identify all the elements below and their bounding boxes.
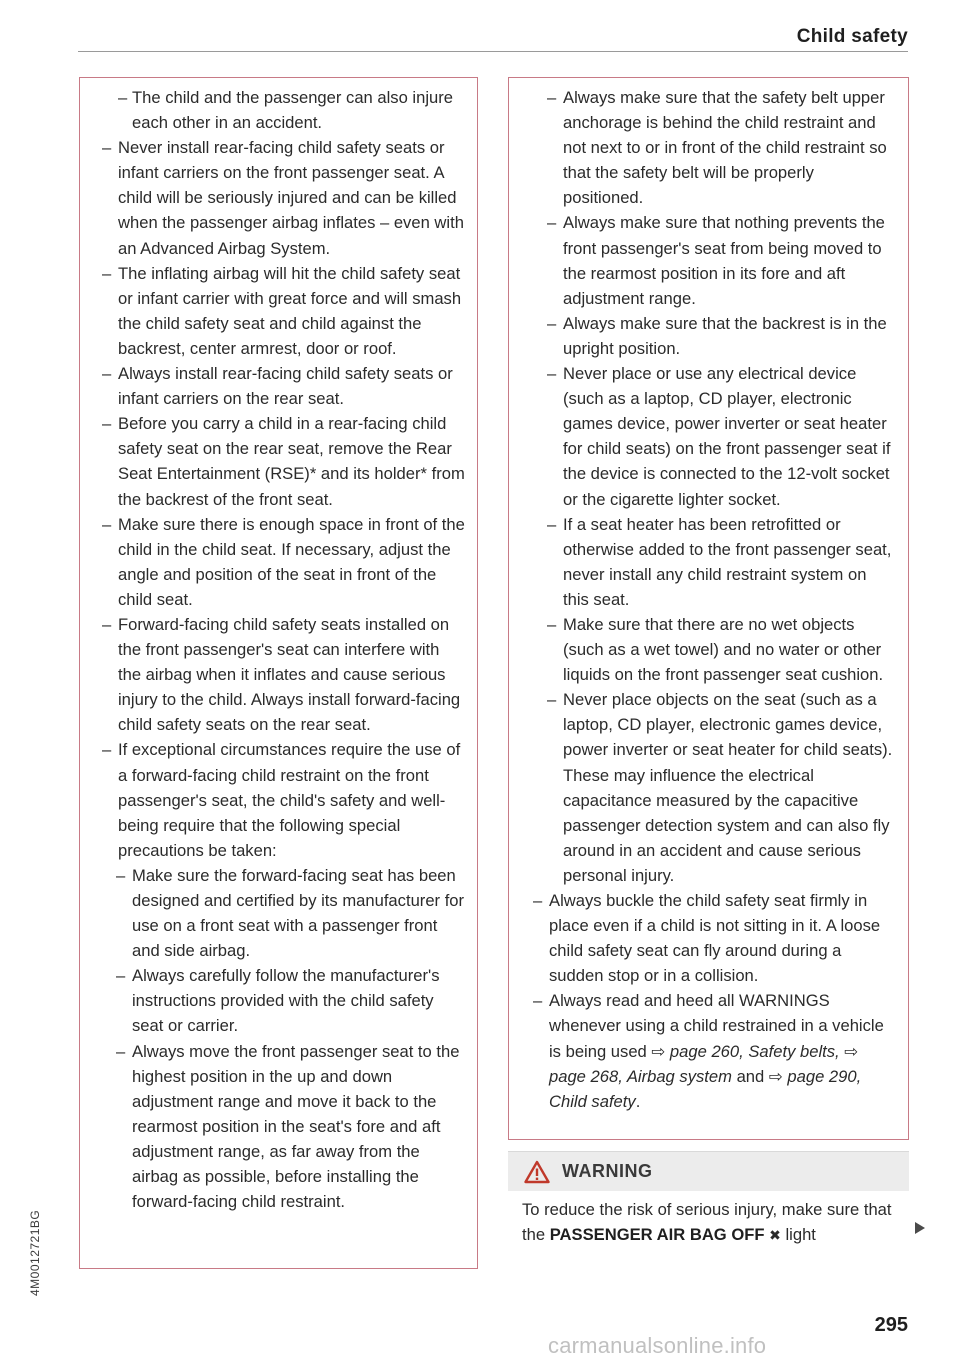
- warning-header: [508, 1151, 909, 1191]
- list-item: – Always make sure that the safety belt upper anchorage is behind the child restraint and not next to or in front of the child restraint so that the safety belt will be properly positioned.: [523, 85, 896, 210]
- list-item: [523, 988, 896, 1113]
- list-item: – If exceptional circumstances require the use of a forward-facing child restraint on the front passenger's seat, the child's safety and well-being require that the following special precautions be taken:: [92, 737, 465, 862]
- right-bullet-list: [523, 85, 896, 1114]
- list-item: – Never place or use any electrical device (such as a laptop, CD player, electronic games device, power inverter or seat heater for child seats) on the front passenger seat if the device is connected to the 12-volt socket or the cigarette lighter socket.: [523, 361, 896, 512]
- warning-text-after: light: [780, 1225, 816, 1244]
- list-item: – Before you carry a child in a rear-facing child safety seat on the rear seat, remove the Rear Seat Entertainment (RSE)* and its holder* from the backrest of the front seat.: [92, 411, 465, 511]
- left-bullet-list: [92, 85, 465, 1214]
- last-item-text: Always read and heed all WARNINGS whenever using a child restrained in a vehicle is being used: [549, 991, 884, 1061]
- header-divider: [78, 51, 908, 52]
- list-item: – Always carefully follow the manufacturer's instructions provided with the child safety seat or carrier.: [92, 963, 465, 1038]
- list-item: – Never place objects on the seat (such as a laptop, CD player, electronic games device, power inverter or seat heater for child seats). These may influence the electrical capacitance measured by the capacitive passenger detection system and can also fly around in an accident and cause serious personal injury.: [523, 687, 896, 888]
- list-item: – Never install rear-facing child safety seats or infant carriers on the front passenger seat. A child will be seriously injured and can be killed when the passenger airbag inflates – even with an Advanced Airbag System.: [92, 135, 465, 260]
- warning-text-before: To reduce the risk of serious injury, make sure that the: [522, 1200, 892, 1244]
- list-item: – Make sure there is enough space in front of the child in the child seat. If necessary, adjust the angle and position of the seat in front of the child seat.: [92, 512, 465, 612]
- list-item: – The inflating airbag will hit the child safety seat or infant carrier with great force and will smash the child safety seat and child against the backrest, center armrest, door or roof.: [92, 261, 465, 361]
- document-code: 4M0012721BG: [28, 1209, 42, 1296]
- list-item: – Make sure that there are no wet objects (such as a wet towel) and no water or other liquids on the front passenger seat cushion.: [523, 612, 896, 687]
- page-header-title: Child safety: [796, 26, 908, 47]
- page-number: 295: [874, 1314, 908, 1336]
- list-item: – Always make sure that the backrest is in the upright position.: [523, 311, 896, 361]
- list-item: – Always make sure that nothing prevents the front passenger's seat from being moved to the rearmost position in its fore and aft adjustment range.: [523, 210, 896, 310]
- warning-text: [508, 1191, 909, 1248]
- list-item: – If a seat heater has been retrofitted or otherwise added to the front passenger seat, never install any child restraint system on this seat.: [523, 512, 896, 612]
- list-item: – Always buckle the child safety seat firmly in place even if a child is not sitting in it. A loose child safety seat can fly around during a sudden stop or in a collision.: [523, 888, 896, 988]
- warning-title: WARNING: [562, 1161, 653, 1181]
- passenger-airbag-off-icon: ✖: [769, 1227, 781, 1243]
- left-content-box: [79, 77, 478, 1269]
- last-item-text: .: [635, 1091, 641, 1111]
- watermark: carmanualsonline.info: [548, 1333, 767, 1358]
- warning-triangle-icon: [524, 1160, 550, 1184]
- list-item: – Always install rear-facing child safety seats or infant carriers on the rear seat.: [92, 361, 465, 411]
- page-reference-link[interactable]: ⇨ page 260, Safety belts,: [651, 1041, 840, 1061]
- continue-arrow-icon: [915, 1222, 925, 1234]
- list-item: – Forward-facing child safety seats installed on the front passenger's seat can interfere with the airbag when it inflates and cause serious injury to the child. Always install forward-facing child safety seats on the rear seat.: [92, 612, 465, 737]
- last-item-text: and: [731, 1066, 769, 1086]
- right-content-box: [508, 77, 909, 1140]
- list-item: – Always move the front passenger seat to the highest position in the up and down adjustment range and move it back to the rearmost position in the seat's fore and aft adjustment range, as far away from the airbag as possible, before installing the forward-facing child restraint.: [92, 1039, 465, 1215]
- warning-box: [508, 1151, 909, 1245]
- page-reference-link[interactable]: ⇨ page 268, Airbag system: [549, 1041, 859, 1086]
- list-item: – Make sure the forward-facing seat has been designed and certified by its manufacturer for use on a front seat with a passenger front and side airbag.: [92, 863, 465, 963]
- warning-bold-label: PASSENGER AIR BAG OFF: [549, 1225, 765, 1244]
- list-item: – The child and the passenger can also injure each other in an accident.: [92, 85, 465, 135]
- page-reference-link[interactable]: ⇨ page 290, Child safety: [549, 1066, 862, 1111]
